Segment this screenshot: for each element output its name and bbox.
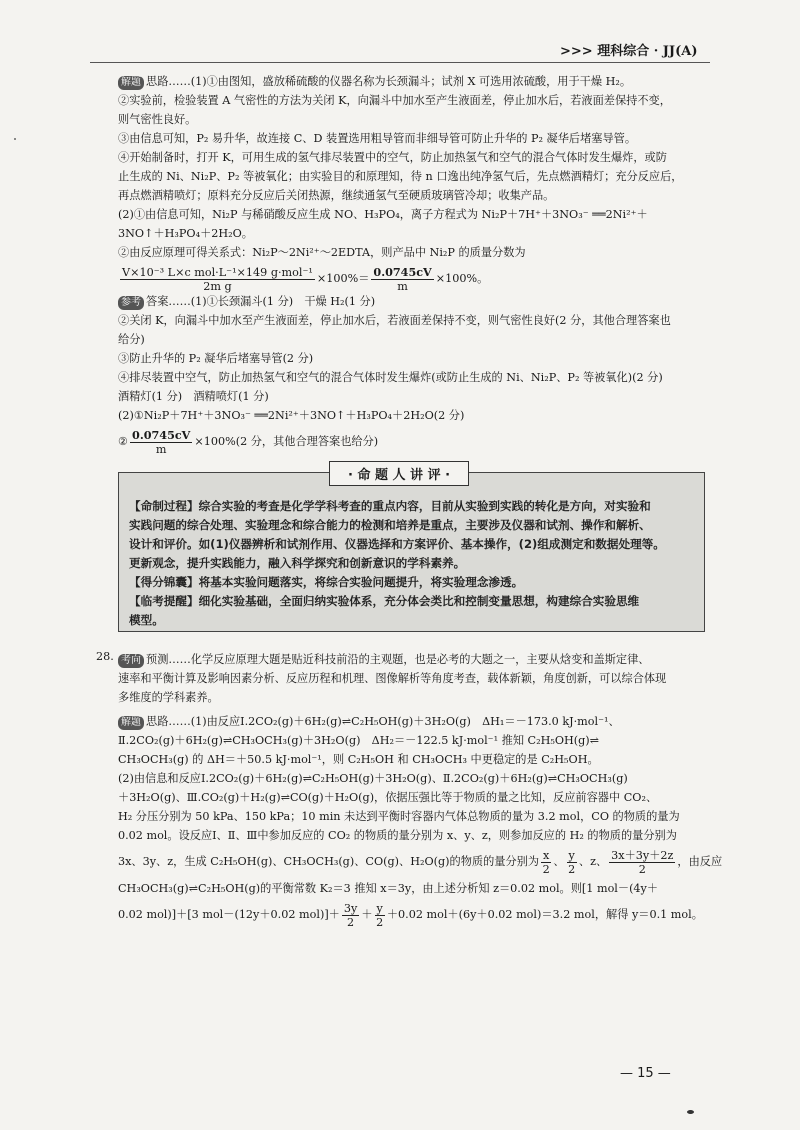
- commentary-title: · 命 题 人 讲 评 ·: [329, 461, 469, 486]
- page-number: — 15 —: [620, 1066, 671, 1081]
- solution-analysis-2: 解题 思路……(1)由反应Ⅰ.2CO₂(g)＋6H₂(g)⇌C₂H₅OH(g)＋3H₂O(g) ΔH₁＝－173.0 kJ·mol⁻¹、 Ⅱ.2CO₂(g)＋6H₂(g)⇌CH₃OCH₃(g)＋3H₂O(g) ΔH₂＝－122.5 kJ·mol⁻¹ 推知 C₂H₅OH(g)⇌ CH₃OCH₃(g) 的 ΔH＝＋50.5 kJ·mol⁻¹，则 C₂H₅OH 和 CH₃OCH₃ 中更稳定的是 C₂H₅OH。 (2)由信息和反应Ⅰ.2CO₂(g)＋6H₂(g)⇌C₂H₅OH(g)＋3H₂O(g)、Ⅱ.2CO₂(g)＋6H₂(g)⇌CH₃OCH₃(g) ＋3H₂O(g)、Ⅲ.CO₂(g)＋H₂(g)⇌CO(g)＋H₂O(g)，依据压强比等于物质的量之比知，反应前容器中 CO₂、 H₂ 分压分别为 50 kPa、150 kPa；10 min 未达到平衡时容器内气体总物质的量为 3.2 mol，CO 的物质的量为 0.02 mol。设反应Ⅰ、Ⅱ、Ⅲ中参加反应的 CO₂ 的物质的量分别为 x、y、z，则参加反应的 H₂ 的物质的量分别为 3x、3y、z，生成 C₂H₅OH(g)、CH₃OCH₃(g)、CO(g)、H₂O(g)的物质的量分别为 $\frac{x}{2}$ 、 $\frac{y}{2}$ 、z、 $\frac{3x+3y+2z}{2}$ ，由反应 CH₃OCH₃(g)⇌C₂H₅OH(g)的平衡常数 K₂＝3 推知 x＝3y，由上述分析知 z＝0.02 mol。则[1 mol－(4y＋ 0.02 mol)]＋[3 mol－(12y＋0.02 mol)]＋ $\frac{3y}{2}$ ＋ $\frac{y}{2}$ ＋0.02 mol＋(6y＋0.02 mol)＝3.2 mol，解得 y＝0.1 mol。: [118, 715, 723, 929]
- commentary-box: [118, 468, 705, 632]
- question-number: 28.: [96, 650, 114, 663]
- solution-analysis-1: 解题 思路……(1)①由图知，盛放稀硫酸的仪器名称为长颈漏斗；试剂 X 可选用浓硫酸，用于干燥 H₂。 ②实验前，检验装置 A 气密性的方法为关闭 K，向漏斗中加水至产生液面差，停止加水后，若液面差保持不变， 则气密性良好。 ③由信息可知，P₂ 易升华，故连接 C、D 装置选用粗导管而非细导管可防止升华的 P₂ 凝华后堵塞导管。 ④开始制备时，打开 K，可用生成的氢气排尽装置中的空气，防止加热氢气和空气的混合气体时发生爆炸，或防 止生成的 Ni、Ni₂P、P₂ 等被氧化；由实验目的和原理知，待 n 口逸出纯净氢气后，先点燃酒精灯；充分反应后， 再点燃酒精喷灯；原料充分反应后关闭热源，继续通氢气至硬质玻璃管冷却；收集产品。 (2)①由信息可知，Ni₂P 与稀硝酸反应生成 NO、H₃PO₄，离子方程式为 Ni₂P＋7H⁺＋3NO₃⁻ ══2Ni²⁺＋ 3NO↑＋H₃PO₄＋2H₂O。 ②由反应原理可得关系式：Ni₂P～2Ni²⁺～2EDTA，则产品中 Ni₂P 的质量分数为 $\frac{\text{V×10⁻³ L×c mol·L⁻¹×149 g·mol⁻¹}}{\text{2m g}}$ ×100%＝ $\frac{0.0745cV}{m}$ ×100%。: [118, 72, 708, 296]
- section-tag: 解题: [118, 716, 144, 730]
- section-tag: 参考: [118, 296, 144, 310]
- mass-fraction-formula: $\frac{\text{V×10⁻³ L×c mol·L⁻¹×149 g·mol⁻¹}}{\text{2m g}}$ ×100%＝ $\frac{0.0745cV}{m}$ ×100%。: [122, 264, 489, 293]
- header-rule: [90, 62, 710, 63]
- section-tag: 考向: [118, 654, 144, 668]
- page-header: >>> 理科综合 · JJ(A): [560, 44, 698, 59]
- question-28-prediction: 考向 预测……化学反应原理大题是贴近科技前沿的主观题，也是必考的大题之一，主要从焓变和盖斯定律、 速率和平衡计算及影响因素分析、反应历程和机理、图像解析等角度考查，载体新颖，角度创新，可以综合体现 多维度的学科素养。: [118, 653, 667, 704]
- scan-speck: [687, 1110, 694, 1114]
- reference-answer: 参考 答案……(1)①长颈漏斗(1 分) 干燥 H₂(1 分) ②关闭 K，向漏斗中加水至产生液面差，停止加水后，若液面差保持不变，则气密性良好(2 分，其他合理答案也 给分) ③防止升华的 P₂ 凝华后堵塞导管(2 分) ④排尽装置中空气，防止加热氢气和空气的混合气体时发生爆炸(或防止生成的 Ni、Ni₂P、P₂ 等被氧化)(2 分) 酒精灯(1 分) 酒精喷灯(1 分) (2)①Ni₂P＋7H⁺＋3NO₃⁻ ══2Ni²⁺＋3NO↑＋H₃PO₄＋2H₂O(2 分) ② $\frac{0.0745cV}{m}$ ×100%(2 分，其他合理答案也给分): [118, 295, 671, 456]
- commentary-body: 【命制过程】综合实验的考查是化学学科考查的重点内容，目前从实验到实践的转化是方向，对实验和 实践问题的综合处理、实验理念和综合能力的检测和培养是重点，主要涉及仪器和试剂、操作和解析、 设计和评价。如(1)仪器辨析和试剂作用、仪器选择和方案评价、基本操作，(2)组成测定和数据处理等。 更新观念，提升实践能力，融入科学探究和创新意识的学科素养。 【得分锦囊】将基本实验问题落实，将综合实验问题提升，将实验理念渗透。 【临考提醒】细化实验基础，全面归纳实验体系，充分体会类比和控制变量思想，构建综合实验思维 模型。: [129, 499, 665, 627]
- section-tag: 解题: [118, 76, 144, 90]
- scan-speck: [14, 138, 16, 140]
